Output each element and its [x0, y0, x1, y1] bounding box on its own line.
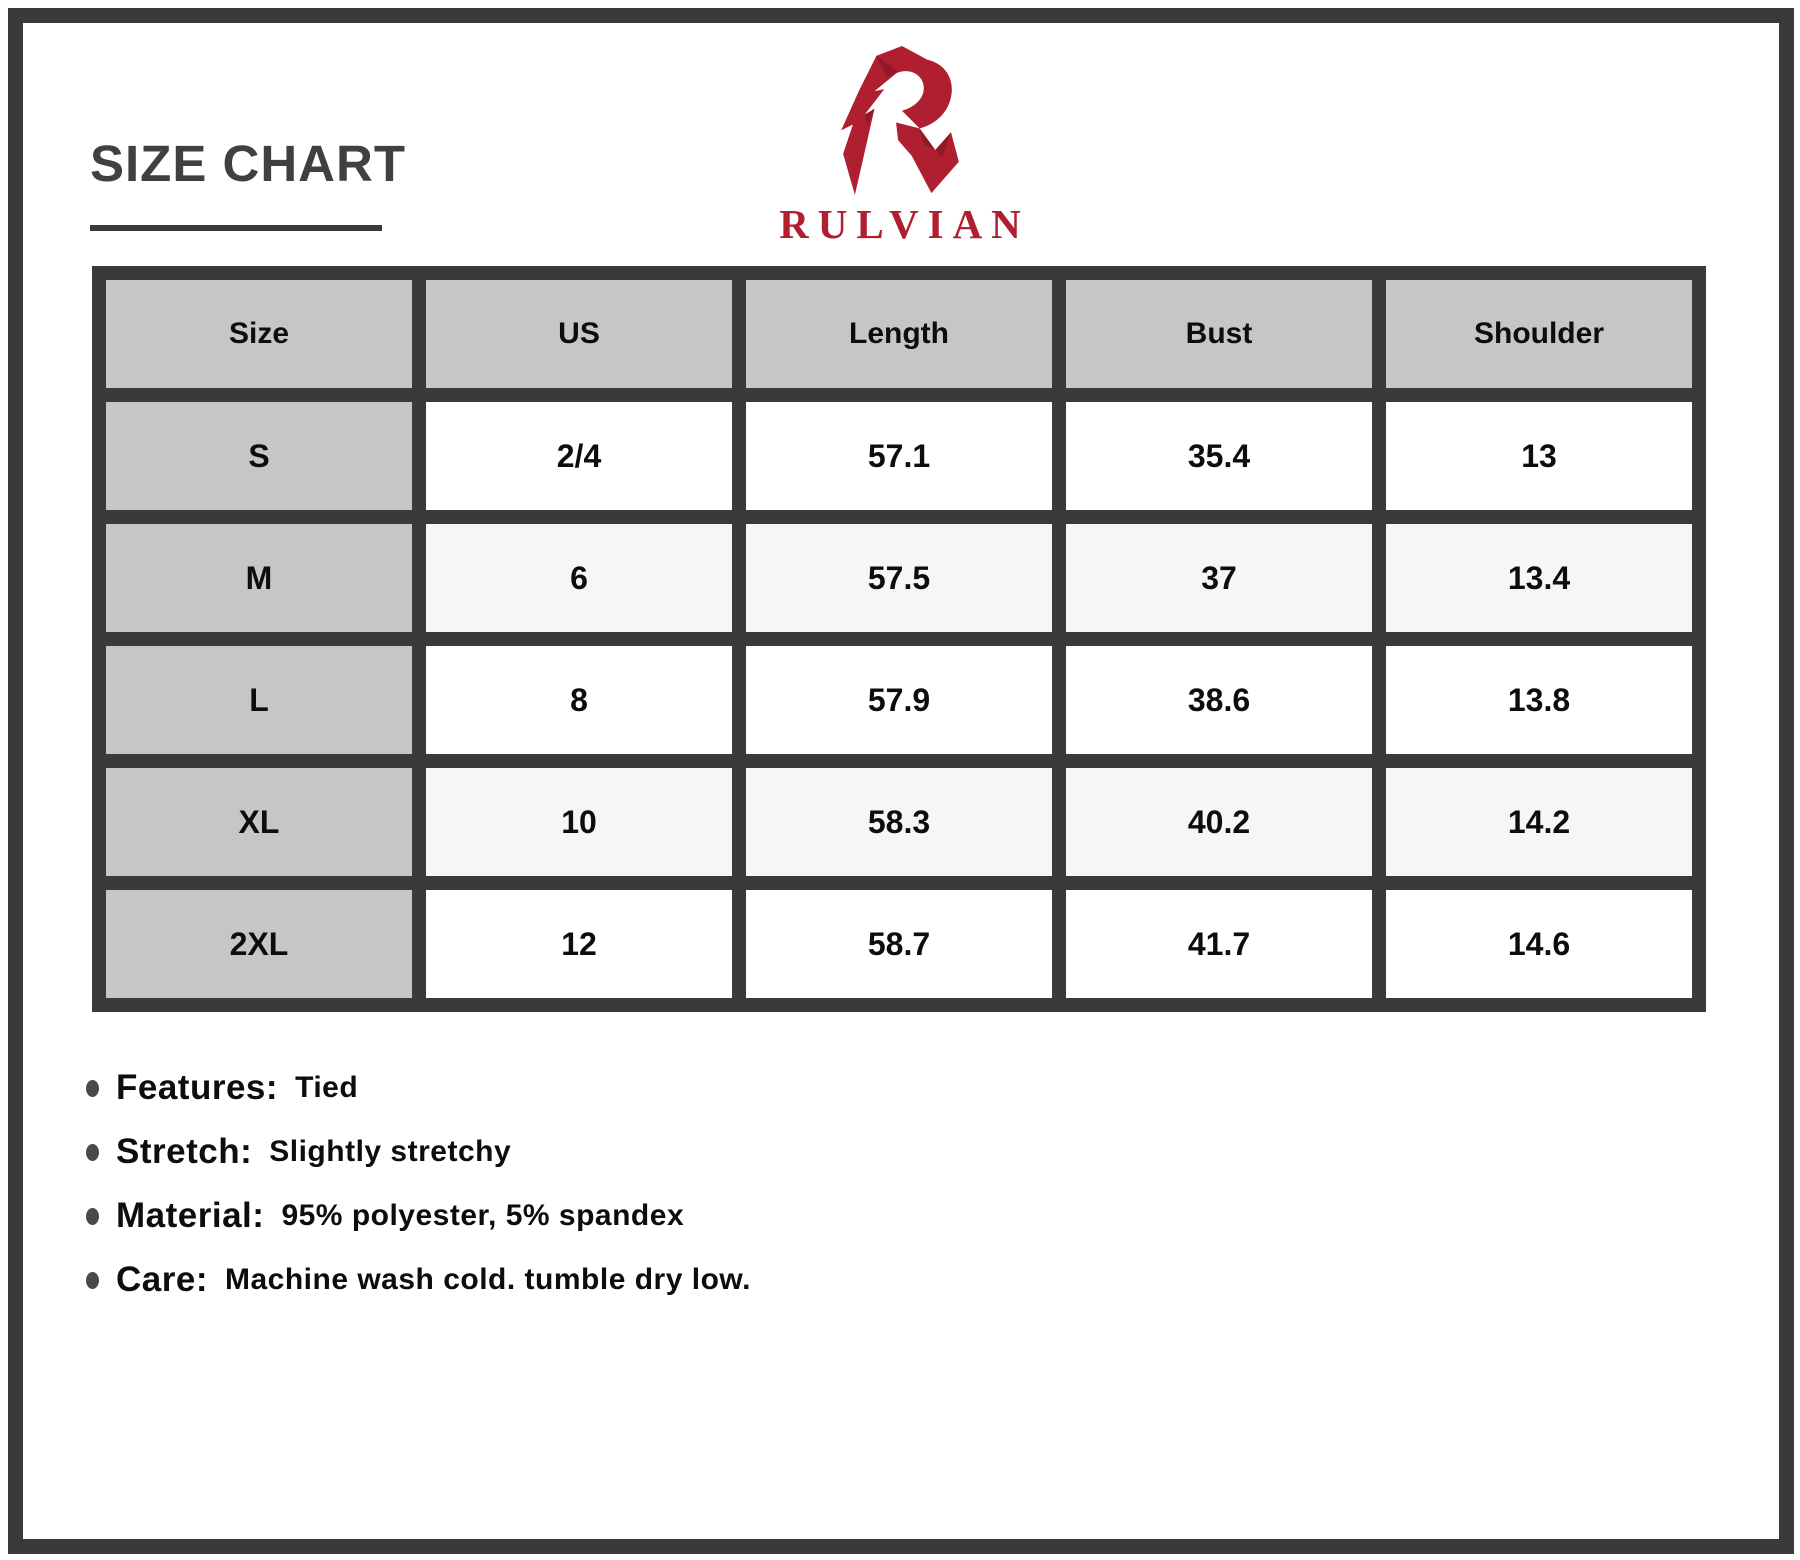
bullet-icon — [86, 1080, 99, 1097]
bullet-icon — [86, 1208, 99, 1225]
cell-l-shoulder: 13.8 — [1386, 646, 1692, 754]
cell-2xl-length: 58.7 — [746, 890, 1052, 998]
cell-l-bust: 38.6 — [1066, 646, 1372, 754]
cell-xl-bust: 40.2 — [1066, 768, 1372, 876]
bullet-icon — [86, 1144, 99, 1161]
cell-s-shoulder: 13 — [1386, 402, 1692, 510]
column-header-bust: Bust — [1066, 280, 1372, 388]
brand-name: RULVIAN — [779, 201, 1030, 247]
cell-2xl-bust: 41.7 — [1066, 890, 1372, 998]
cell-l-length: 57.9 — [746, 646, 1052, 754]
row-size-label: 2XL — [106, 890, 412, 998]
detail-value: Slightly stretchy — [269, 1135, 512, 1168]
brand-r-monogram-icon — [839, 46, 961, 198]
row-size-label: XL — [106, 768, 412, 876]
detail-label: Stretch: — [116, 1132, 253, 1171]
column-header-shoulder: Shoulder — [1386, 280, 1692, 388]
cell-xl-length: 58.3 — [746, 768, 1052, 876]
detail-label: Material: — [116, 1196, 265, 1235]
cell-xl-us: 10 — [426, 768, 732, 876]
title-block — [90, 135, 406, 231]
cell-m-bust: 37 — [1066, 524, 1372, 632]
cell-2xl-us: 12 — [426, 890, 732, 998]
detail-item-stretch — [86, 1120, 751, 1184]
table-row-m — [106, 524, 1692, 632]
detail-label: Features: — [116, 1068, 279, 1107]
detail-value: Tied — [295, 1071, 359, 1104]
cell-s-us: 2/4 — [426, 402, 732, 510]
cell-l-us: 8 — [426, 646, 732, 754]
cell-m-length: 57.5 — [746, 524, 1052, 632]
cell-2xl-shoulder: 14.6 — [1386, 890, 1692, 998]
cell-s-length: 57.1 — [746, 402, 1052, 510]
detail-item-features — [86, 1056, 751, 1120]
column-header-length: Length — [746, 280, 1052, 388]
brand-logo — [690, 46, 1110, 245]
column-header-us: US — [426, 280, 732, 388]
detail-value: Machine wash cold. tumble dry low. — [224, 1263, 751, 1296]
table-row-xl — [106, 768, 1692, 876]
cell-s-bust: 35.4 — [1066, 402, 1372, 510]
cell-m-us: 6 — [426, 524, 732, 632]
page-title: SIZE CHART — [90, 135, 406, 192]
size-chart-header — [106, 280, 1692, 388]
detail-item-care — [86, 1248, 751, 1312]
row-size-label: M — [106, 524, 412, 632]
cell-xl-shoulder: 14.2 — [1386, 768, 1692, 876]
table-row-2xl — [106, 890, 1692, 998]
table-row-s — [106, 402, 1692, 510]
header-row — [106, 280, 1692, 388]
column-header-size: Size — [106, 280, 412, 388]
table-row-l — [106, 646, 1692, 754]
row-size-label: L — [106, 646, 412, 754]
product-details-list — [86, 1056, 751, 1312]
detail-item-material — [86, 1184, 751, 1248]
row-size-label: S — [106, 402, 412, 510]
size-chart-table — [92, 266, 1706, 1012]
detail-value: 95% polyester, 5% spandex — [281, 1199, 685, 1232]
title-underline — [90, 225, 382, 231]
bullet-icon — [86, 1272, 99, 1289]
cell-m-shoulder: 13.4 — [1386, 524, 1692, 632]
size-chart-body — [106, 402, 1692, 998]
detail-label: Care: — [116, 1260, 208, 1299]
